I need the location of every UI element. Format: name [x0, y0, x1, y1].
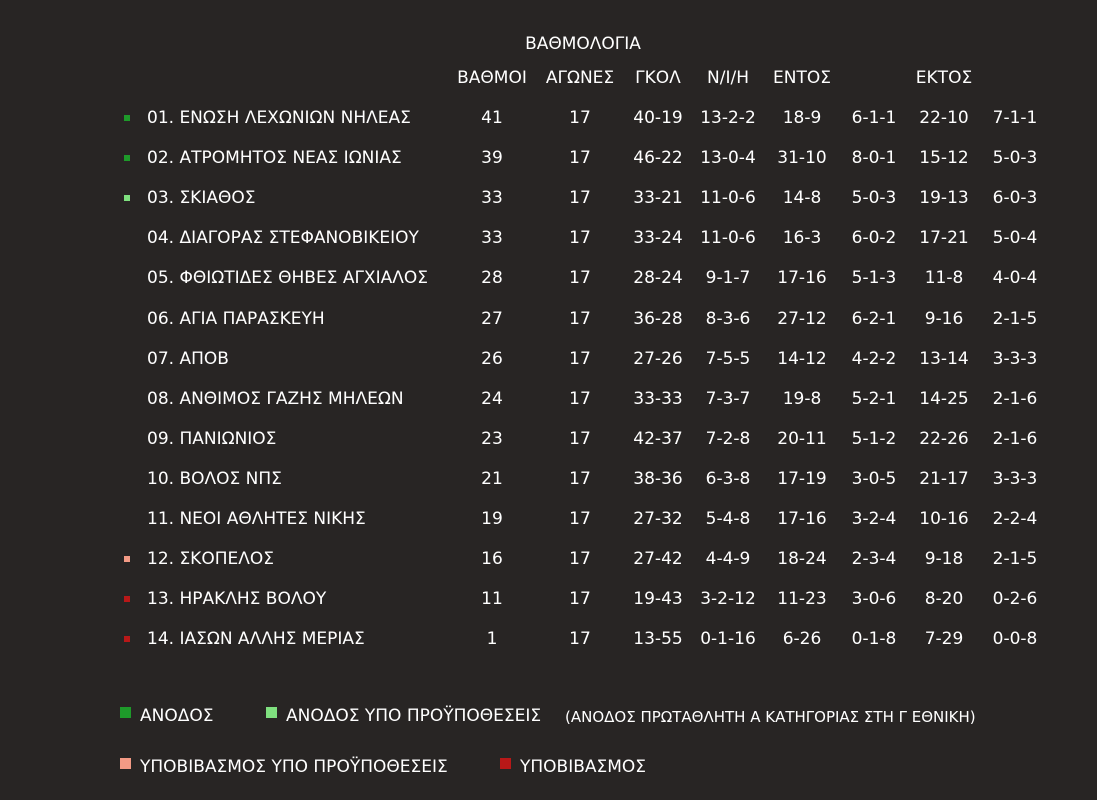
status-marker [124, 155, 130, 161]
team-name: 14. ΙΑΣΩΝ ΑΛΛΗΣ ΜΕΡΙΑΣ [147, 629, 365, 649]
cell-home-wdl: 3-2-4 [851, 509, 897, 529]
cell-away-wdl: 3-3-3 [992, 469, 1038, 489]
cell-home-wdl: 5-2-1 [851, 389, 897, 409]
cell-away-goals: 22-10 [919, 108, 969, 128]
cell-home-goals: 11-23 [777, 589, 827, 609]
cell-home-wdl: 5-0-3 [851, 188, 897, 208]
cell-wdl: 11-0-6 [700, 188, 756, 208]
cell-away-goals: 22-26 [919, 429, 969, 449]
cell-home-goals: 20-11 [777, 429, 827, 449]
cell-points: 23 [481, 429, 503, 449]
cell-games: 17 [569, 108, 591, 128]
cell-home-wdl: 6-2-1 [851, 309, 897, 329]
team-name: 13. ΗΡΑΚΛΗΣ ΒΟΛΟΥ [147, 589, 327, 609]
cell-away-wdl: 2-1-6 [992, 389, 1038, 409]
team-name: 04. ΔΙΑΓΟΡΑΣ ΣΤΕΦΑΝΟΒΙΚΕΙΟΥ [147, 228, 419, 248]
cell-wdl: 7-5-5 [705, 349, 751, 369]
cell-points: 1 [486, 629, 498, 649]
cell-points: 33 [481, 228, 503, 248]
cell-home-wdl: 4-2-2 [851, 349, 897, 369]
cell-games: 17 [569, 188, 591, 208]
cell-home-wdl: 5-1-3 [851, 268, 897, 288]
header-home: ΕΝΤΟΣ [773, 68, 831, 88]
cell-home-goals: 17-16 [777, 268, 827, 288]
cell-home-goals: 19-8 [782, 389, 822, 409]
team-name: 07. ΑΠΟΒ [147, 349, 229, 369]
cell-away-wdl: 5-0-3 [992, 148, 1038, 168]
cell-points: 24 [481, 389, 503, 409]
cell-goals: 40-19 [633, 108, 683, 128]
cell-points: 41 [481, 108, 503, 128]
cell-away-wdl: 0-0-8 [992, 629, 1038, 649]
legend-relegation-label: ΥΠΟΒΙΒΑΣΜΟΣ [520, 757, 647, 777]
cell-goals: 27-42 [633, 549, 683, 569]
cell-away-wdl: 2-1-6 [992, 429, 1038, 449]
legend-promotion-label: ΑΝΟΔΟΣ [140, 706, 214, 726]
team-name: 03. ΣΚΙΑΘΟΣ [147, 188, 256, 208]
cell-away-wdl: 3-3-3 [992, 349, 1038, 369]
cell-goals: 13-55 [633, 629, 683, 649]
cell-games: 17 [569, 429, 591, 449]
team-name: 11. ΝΕΟΙ ΑΘΛΗΤΕΣ ΝΙΚΗΣ [147, 509, 366, 529]
cell-games: 17 [569, 268, 591, 288]
cell-games: 17 [569, 509, 591, 529]
cell-home-goals: 18-9 [782, 108, 822, 128]
cell-home-goals: 14-12 [777, 349, 827, 369]
cell-home-goals: 6-26 [782, 629, 822, 649]
cell-away-wdl: 2-1-5 [992, 549, 1038, 569]
status-marker [124, 596, 130, 602]
cell-away-goals: 10-16 [919, 509, 969, 529]
cell-points: 11 [481, 589, 503, 609]
legend-conditional-relegation-label: ΥΠΟΒΙΒΑΣΜΟΣ ΥΠΟ ΠΡΟΫΠΟΘΕΣΕΙΣ [140, 757, 448, 777]
cell-wdl: 13-0-4 [700, 148, 756, 168]
cell-home-wdl: 0-1-8 [851, 629, 897, 649]
cell-goals: 46-22 [633, 148, 683, 168]
status-marker [124, 556, 130, 562]
cell-points: 19 [481, 509, 503, 529]
cell-home-goals: 16-3 [782, 228, 822, 248]
cell-home-goals: 18-24 [777, 549, 827, 569]
legend-conditional-promotion-swatch [266, 707, 277, 718]
cell-points: 21 [481, 469, 503, 489]
cell-wdl: 6-3-8 [705, 469, 751, 489]
header-goals: ΓΚΟΛ [635, 68, 681, 88]
cell-away-goals: 9-16 [924, 309, 964, 329]
header-games: ΑΓΩΝΕΣ [545, 68, 615, 88]
cell-away-wdl: 5-0-4 [992, 228, 1038, 248]
cell-points: 27 [481, 309, 503, 329]
cell-goals: 27-32 [633, 509, 683, 529]
cell-wdl: 7-3-7 [705, 389, 751, 409]
cell-games: 17 [569, 349, 591, 369]
header-points: ΒΑΘΜΟΙ [457, 68, 527, 88]
cell-points: 39 [481, 148, 503, 168]
cell-wdl: 0-1-16 [700, 629, 756, 649]
team-name: 05. ΦΘΙΩΤΙΔΕΣ ΘΗΒΕΣ ΑΓΧΙΑΛΟΣ [147, 268, 428, 288]
cell-home-wdl: 6-1-1 [851, 108, 897, 128]
cell-home-wdl: 2-3-4 [851, 549, 897, 569]
cell-wdl: 11-0-6 [700, 228, 756, 248]
team-name: 06. ΑΓΙΑ ΠΑΡΑΣΚΕΥΗ [147, 309, 325, 329]
cell-home-wdl: 3-0-5 [851, 469, 897, 489]
cell-wdl: 8-3-6 [705, 309, 751, 329]
team-name: 12. ΣΚΟΠΕΛΟΣ [147, 549, 274, 569]
status-marker [124, 115, 130, 121]
header-away: ΕΚΤΟΣ [915, 68, 973, 88]
cell-games: 17 [569, 148, 591, 168]
team-name: 09. ΠΑΝΙΩΝΙΟΣ [147, 429, 277, 449]
legend-conditional-promotion-label: ΑΝΟΔΟΣ ΥΠΟ ΠΡΟΫΠΟΘΕΣΕΙΣ [286, 706, 542, 726]
cell-away-goals: 15-12 [919, 148, 969, 168]
cell-away-wdl: 6-0-3 [992, 188, 1038, 208]
cell-home-wdl: 6-0-2 [851, 228, 897, 248]
team-name: 08. ΑΝΘΙΜΟΣ ΓΑΖΗΣ ΜΗΛΕΩΝ [147, 389, 404, 409]
cell-away-wdl: 2-1-5 [992, 309, 1038, 329]
cell-goals: 19-43 [633, 589, 683, 609]
cell-wdl: 9-1-7 [705, 268, 751, 288]
cell-goals: 33-21 [633, 188, 683, 208]
cell-points: 28 [481, 268, 503, 288]
cell-wdl: 7-2-8 [705, 429, 751, 449]
cell-away-goals: 17-21 [919, 228, 969, 248]
header-wdl: Ν/Ι/Η [707, 68, 749, 88]
cell-home-goals: 31-10 [777, 148, 827, 168]
cell-wdl: 5-4-8 [705, 509, 751, 529]
cell-away-goals: 19-13 [919, 188, 969, 208]
team-name: 01. ΕΝΩΣΗ ΛΕΧΩΝΙΩΝ ΝΗΛΕΑΣ [147, 108, 411, 128]
cell-games: 17 [569, 469, 591, 489]
cell-games: 17 [569, 629, 591, 649]
cell-goals: 27-26 [633, 349, 683, 369]
cell-away-goals: 9-18 [924, 549, 964, 569]
legend-conditional-promotion-note: (ΑΝΟΔΟΣ ΠΡΩΤΑΘΛΗΤΗ Α ΚΑΤΗΓΟΡΙΑΣ ΣΤΗ Γ ΕΘΝΙΚΗ) [565, 708, 976, 726]
team-name: 02. ΑΤΡΟΜΗΤΟΣ ΝΕΑΣ ΙΩΝΙΑΣ [147, 148, 402, 168]
cell-away-goals: 14-25 [919, 389, 969, 409]
cell-away-goals: 8-20 [924, 589, 964, 609]
cell-goals: 33-24 [633, 228, 683, 248]
cell-wdl: 3-2-12 [700, 589, 756, 609]
legend-relegation-swatch [500, 758, 511, 769]
cell-wdl: 4-4-9 [705, 549, 751, 569]
cell-home-goals: 17-16 [777, 509, 827, 529]
status-marker [124, 636, 130, 642]
cell-goals: 36-28 [633, 309, 683, 329]
cell-away-goals: 13-14 [919, 349, 969, 369]
cell-home-goals: 14-8 [782, 188, 822, 208]
cell-games: 17 [569, 549, 591, 569]
cell-home-wdl: 5-1-2 [851, 429, 897, 449]
legend-promotion-swatch [120, 707, 131, 718]
cell-games: 17 [569, 228, 591, 248]
cell-goals: 28-24 [633, 268, 683, 288]
cell-away-goals: 7-29 [924, 629, 964, 649]
cell-away-wdl: 4-0-4 [992, 268, 1038, 288]
cell-away-wdl: 7-1-1 [992, 108, 1038, 128]
legend-conditional-relegation-swatch [120, 758, 131, 769]
cell-points: 26 [481, 349, 503, 369]
cell-home-wdl: 8-0-1 [851, 148, 897, 168]
cell-away-wdl: 2-2-4 [992, 509, 1038, 529]
team-name: 10. ΒΟΛΟΣ ΝΠΣ [147, 469, 282, 489]
cell-away-goals: 21-17 [919, 469, 969, 489]
cell-goals: 42-37 [633, 429, 683, 449]
cell-away-goals: 11-8 [924, 268, 964, 288]
cell-goals: 33-33 [633, 389, 683, 409]
status-marker [124, 195, 130, 201]
cell-home-wdl: 3-0-6 [851, 589, 897, 609]
cell-home-goals: 27-12 [777, 309, 827, 329]
cell-points: 33 [481, 188, 503, 208]
cell-games: 17 [569, 589, 591, 609]
cell-games: 17 [569, 309, 591, 329]
cell-goals: 38-36 [633, 469, 683, 489]
cell-points: 16 [481, 549, 503, 569]
cell-wdl: 13-2-2 [700, 108, 756, 128]
cell-home-goals: 17-19 [777, 469, 827, 489]
cell-games: 17 [569, 389, 591, 409]
cell-away-wdl: 0-2-6 [992, 589, 1038, 609]
table-title: ΒΑΘΜΟΛΟΓΙΑ [525, 34, 641, 54]
